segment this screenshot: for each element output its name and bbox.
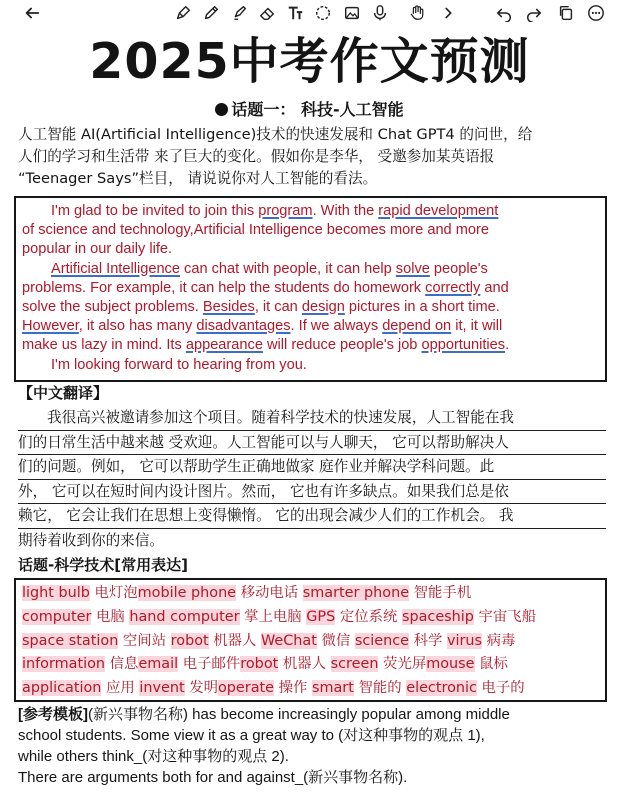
essay-line: make us lazy in mind. Its appearance will reduce people's job opportunities. [22, 337, 510, 354]
hand-icon[interactable] [407, 3, 427, 23]
topic-heading [0, 98, 619, 122]
reference-template [18, 704, 614, 788]
essay-line: of science and technology,Artificial Intelligence becomes more and more [22, 222, 489, 239]
translation-line: 我很高兴被邀请参加这个项目。随着科学技术的快速发展，人工智能在我 [18, 406, 606, 431]
text-icon[interactable] [285, 3, 305, 23]
vocab-line: space station 空间站 robot 机器人 WeChat 微信 science 科学 virus 病毒 [22, 632, 516, 649]
vocab-line: light bulb 电灯泡mobile phone 移动电话 smarter phone 智能手机 [22, 585, 472, 601]
back-arrow-icon[interactable] [22, 3, 42, 23]
bullet-icon [215, 103, 228, 116]
redo-icon[interactable] [524, 3, 544, 23]
template-line: school students. Some view it as a great way to (对这种事物的观点 1), [18, 727, 485, 744]
essay-line: I'm looking forward to hearing from you. [51, 356, 307, 373]
prompt-line: 人工智能 AI(Artificial Intelligence)技术的快速发展和 Chat GPT4 的问世，给 [18, 126, 533, 143]
more-arrow-icon[interactable] [438, 3, 458, 23]
vocab-line: computer 电脑 hand computer 掌上电脑 GPS 定位系统 spaceship 宇宙飞船 [22, 608, 537, 625]
translation-line: 期待着收到你的来信。 [18, 531, 164, 549]
copy-icon[interactable] [556, 3, 576, 23]
vocab-box [14, 578, 607, 702]
topic-text: 话题一： 科技-人工智能 [231, 100, 404, 119]
translation-line: 赖它， 它会让我们在思想上变得懒惰。 它的出现会减少人们的工作机会。 我 [18, 504, 606, 529]
prompt-line: “Teenager Says”栏目， 请说说你对人工智能的看法。 [18, 170, 378, 187]
undo-icon[interactable] [494, 3, 514, 23]
essay-line: problems. For example, it can help the students do homework correctly and [22, 279, 509, 296]
prompt-line: 人们的学习和生活带 来了巨大的变化。假如你是李华， 受邀参加某英语报 [18, 148, 495, 165]
page-title: 2025中考作文预测 [89, 33, 530, 90]
more-icon[interactable] [586, 3, 606, 23]
eraser-icon[interactable] [257, 3, 277, 23]
highlighter-icon[interactable] [229, 3, 249, 23]
essay-line: popular in our daily life. [22, 241, 173, 258]
translation-heading: 【中文翻译】 [18, 384, 109, 402]
pencil-icon[interactable] [201, 3, 221, 23]
translation-paragraph [18, 406, 606, 553]
translation-line: 们的日常生活中越来越 受欢迎。人工智能可以与人聊天， 它可以帮助解决人 [18, 431, 606, 456]
template-line: [参考模板](新兴事物名称) has become increasingly popular among middle [18, 706, 510, 723]
toolbar [0, 0, 619, 26]
template-line: There are arguments both for and against_(新兴事物名称). [18, 769, 408, 786]
vocab-line: application 应用 invent 发明operate 操作 smart 智能的 electronic 电子的 [22, 680, 525, 697]
translation-line: 外， 它可以在短时间内设计图片。然而， 它也有许多缺点。如果我们总是依 [18, 480, 606, 505]
essay-line: I'm glad to be invited to join this program. With the rapid development [51, 203, 499, 219]
microphone-icon[interactable] [370, 3, 390, 23]
essay-line: solve the subject problems. Besides, it can design pictures in a short time. [22, 299, 500, 316]
translation-line: 们的问题。例如， 它可以帮助学生正确地做家 庭作业并解决学科问题。此 [18, 455, 606, 480]
vocab-line: information 信息email 电子邮件robot 机器人 screen 荧光屏mouse 鼠标 [22, 656, 508, 673]
vocab-heading: 话题-科学技术[常用表达] [18, 556, 188, 574]
essay-box [14, 196, 607, 382]
template-line: while others think_(对这种事物的观点 2). [18, 748, 289, 765]
pen-icon[interactable] [173, 3, 193, 23]
prompt-paragraph [18, 124, 614, 190]
image-icon[interactable] [342, 3, 362, 23]
essay-line: However, it also has many disadvantages. If we always depend on it, it will [22, 318, 503, 335]
essay-line: Artificial Intelligence can chat with people, it can help solve people's [51, 260, 488, 277]
lasso-icon[interactable] [313, 3, 333, 23]
